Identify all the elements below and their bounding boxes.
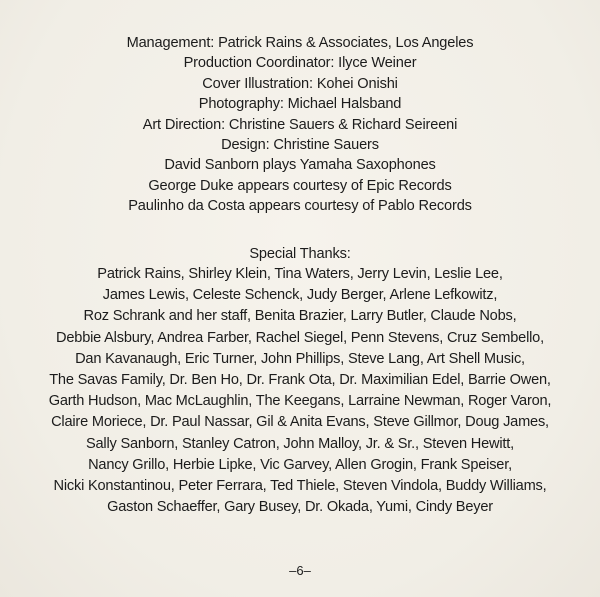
special-thanks-heading: Special Thanks: xyxy=(249,246,351,262)
thanks-line: Debbie Alsbury, Andrea Farber, Rachel Siegel, Penn Stevens, Cruz Sembello, xyxy=(56,329,544,346)
credit-design: Design: Christine Sauers xyxy=(221,137,379,154)
thanks-line: Sally Sanborn, Stanley Catron, John Malloy, Jr. & Sr., Steven Hewitt, xyxy=(85,435,514,452)
credit-photography: Photography: Michael Halsband xyxy=(198,96,402,113)
credit-courtesy-pablo: Paulinho da Costa appears courtesy of Pablo Records xyxy=(128,198,472,215)
credit-art-direction: Art Direction: Christine Sauers & Richard Seireeni xyxy=(142,116,458,133)
credits-block xyxy=(0,33,600,217)
thanks-line: Gaston Schaeffer, Gary Busey, Dr. Okada, Yumi, Cindy Beyer xyxy=(107,499,493,516)
credit-instrument-endorsement: David Sanborn plays Yamaha Saxophones xyxy=(164,157,436,174)
thanks-line: Garth Hudson, Mac McLaughlin, The Keegans, Larraine Newman, Roger Varon, xyxy=(48,393,552,410)
thanks-line: Patrick Rains, Shirley Klein, Tina Waters, Jerry Levin, Leslie Lee, xyxy=(97,266,503,282)
thanks-line: Roz Schrank and her staff, Benita Brazier, Larry Butler, Claude Nobs, xyxy=(83,308,517,325)
thanks-line: Claire Moriece, Dr. Paul Nassar, Gil & Anita Evans, Steve Gillmor, Doug James, xyxy=(51,414,549,431)
thanks-line: The Savas Family, Dr. Ben Ho, Dr. Frank Ota, Dr. Maximilian Edel, Barrie Owen, xyxy=(49,372,551,389)
thanks-line: Nancy Grillo, Herbie Lipke, Vic Garvey, Allen Grogin, Frank Speiser, xyxy=(88,456,512,473)
thanks-line: Dan Kavanaugh, Eric Turner, John Phillips, Steve Lang, Art Shell Music, xyxy=(75,350,525,367)
credit-production-coordinator: Production Coordinator: Ilyce Weiner xyxy=(183,55,417,72)
credit-courtesy-epic: George Duke appears courtesy of Epic Records xyxy=(148,177,452,194)
credit-cover-illustration: Cover Illustration: Kohei Onishi xyxy=(202,75,398,92)
thanks-line: Nicki Konstantinou, Peter Ferrara, Ted Thiele, Steven Vindola, Buddy Williams, xyxy=(53,478,547,495)
special-thanks-list xyxy=(0,264,600,518)
page-number: –6– xyxy=(289,563,311,578)
thanks-line: James Lewis, Celeste Schenck, Judy Berger, Arlene Lefkowitz, xyxy=(102,287,498,304)
credit-management: Management: Patrick Rains & Associates, Los Angeles xyxy=(126,35,474,51)
